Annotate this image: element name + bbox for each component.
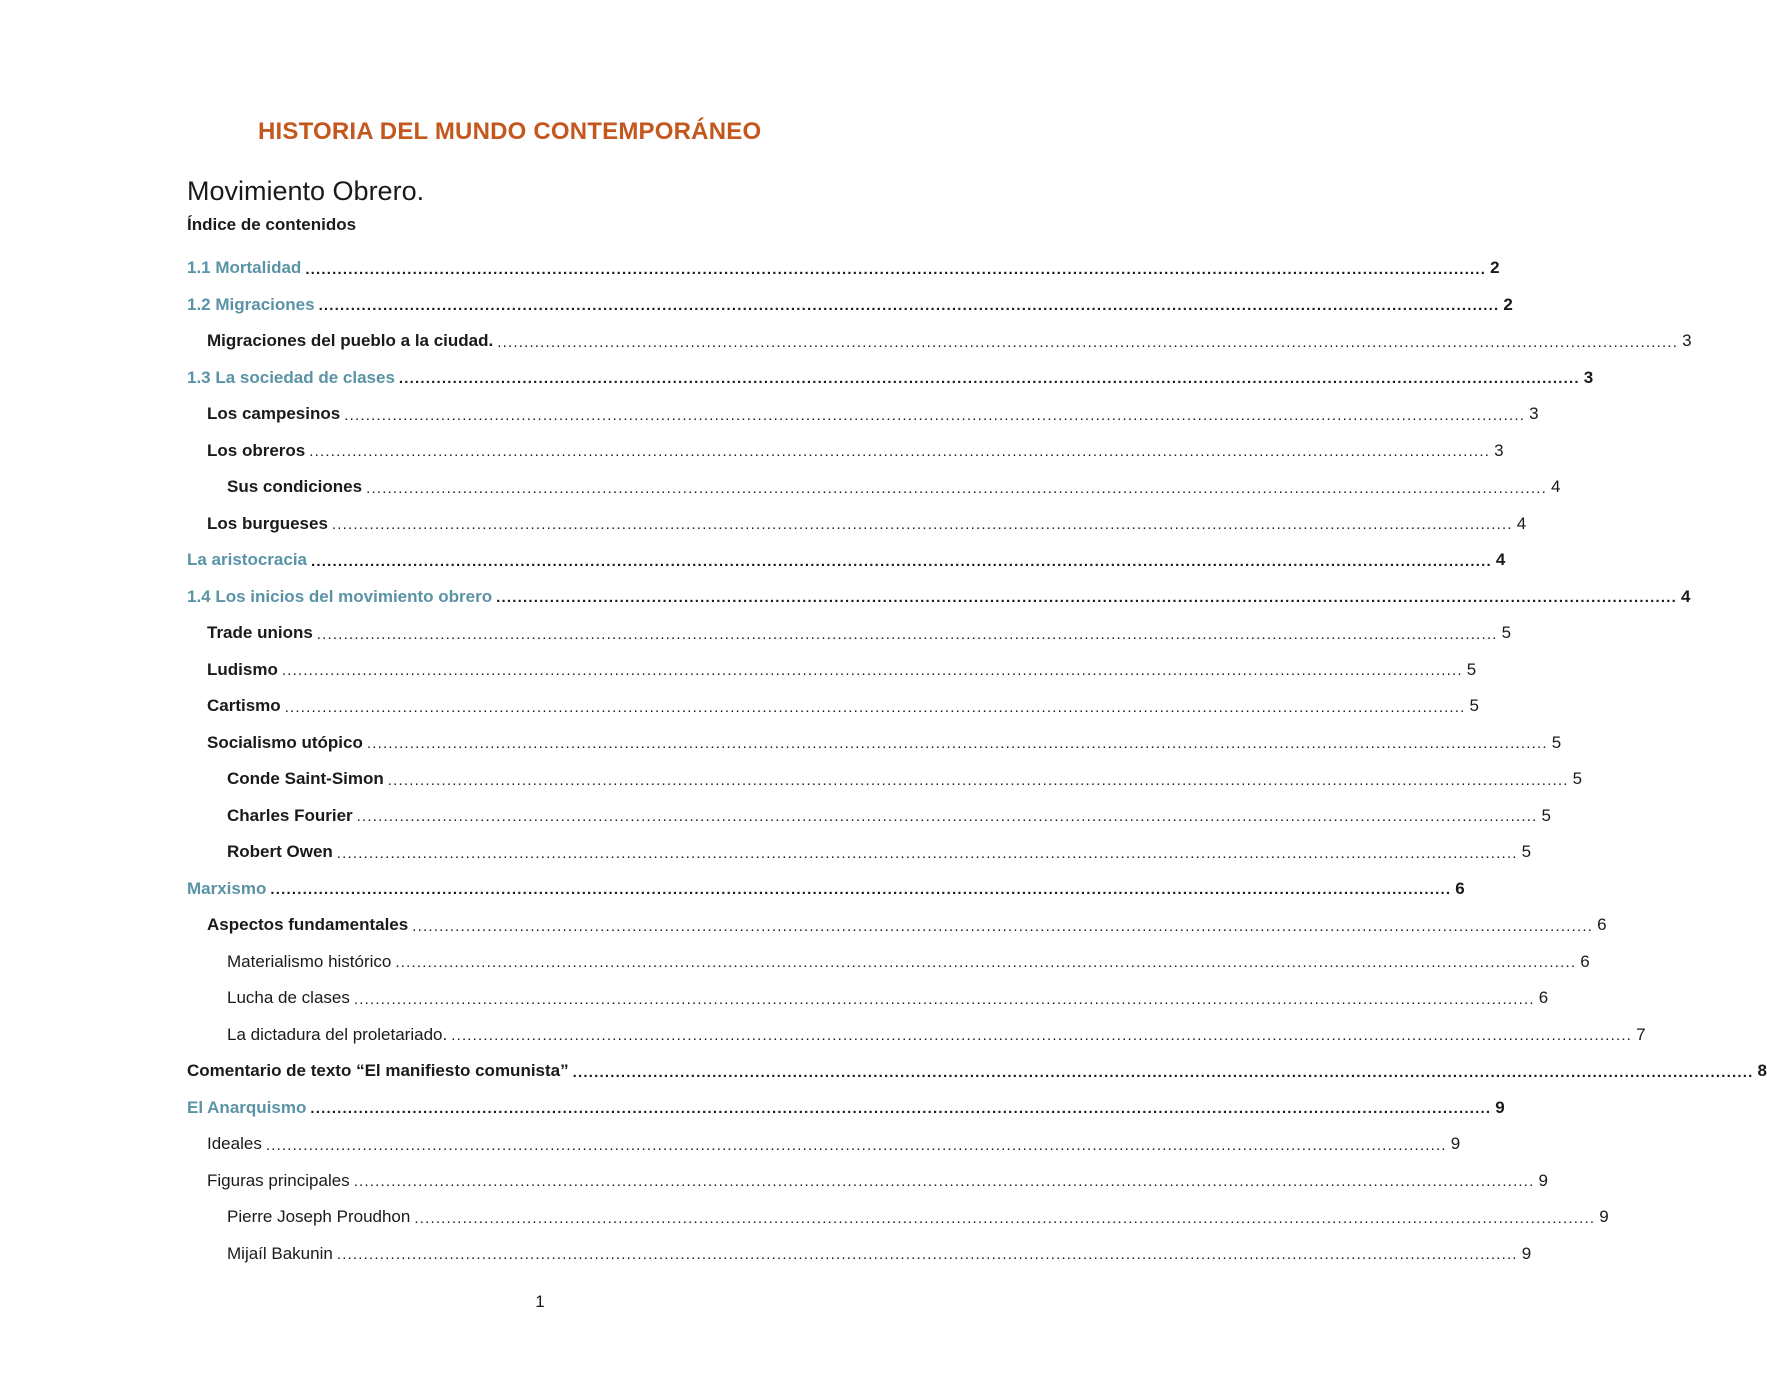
toc-dot-leader: ............................................................................................................................................................................................................................ xyxy=(336,844,1518,862)
toc-entry[interactable] xyxy=(187,688,1480,725)
toc-entry-page[interactable]: 6 xyxy=(1597,915,1607,935)
toc-entry-page[interactable]: 3 xyxy=(1583,367,1594,387)
toc-entry-label[interactable]: Lucha de clases xyxy=(227,988,350,1008)
toc-entry-page[interactable]: 5 xyxy=(1501,623,1512,643)
toc-entry[interactable] xyxy=(187,834,1532,871)
toc-entry[interactable] xyxy=(187,798,1551,835)
toc-dot-leader: ............................................................................................................................................................................................................................ xyxy=(281,662,1463,680)
toc-dot-leader: ............................................................................................................................................................................................................................ xyxy=(395,954,1577,972)
toc-dot-leader: ............................................................................................................................................................................................................................ xyxy=(336,1246,1518,1264)
toc-entry-label[interactable]: Ideales xyxy=(207,1134,262,1154)
toc-entry[interactable] xyxy=(187,396,1539,433)
toc-entry-page[interactable]: 4 xyxy=(1495,550,1506,570)
toc-entry-page[interactable]: 4 xyxy=(1516,513,1527,533)
toc-heading: Índice de contenidos xyxy=(187,215,357,234)
toc-entry-label[interactable]: 1.2 Migraciones xyxy=(187,294,315,314)
toc-dot-leader: ............................................................................................................................................................................................................................ xyxy=(353,990,1535,1008)
toc-entry-page[interactable]: 8 xyxy=(1757,1061,1767,1081)
toc-entry[interactable] xyxy=(187,1017,1646,1054)
toc-entry-page[interactable]: 2 xyxy=(1490,258,1500,278)
document-title: HISTORIA DEL MUNDO CONTEMPORÁNEO xyxy=(258,118,762,145)
toc-entry[interactable] xyxy=(187,579,1691,616)
document-subtitle: Movimiento Obrero. xyxy=(187,176,425,206)
toc-entry[interactable] xyxy=(187,469,1561,506)
toc-entry-label[interactable]: 1.4 Los inicios del movimiento obrero xyxy=(187,586,493,606)
toc-entry[interactable] xyxy=(187,250,1500,287)
toc-entry-page[interactable]: 3 xyxy=(1682,331,1692,351)
toc-entry[interactable] xyxy=(187,360,1594,397)
toc-entry[interactable] xyxy=(187,1236,1532,1273)
toc-entry-page[interactable]: 5 xyxy=(1469,696,1480,716)
toc-entry-label[interactable]: Conde Saint-Simon xyxy=(227,769,384,789)
page-number: 1 xyxy=(535,1292,545,1311)
toc-dot-leader: ............................................................................................................................................................................................................................ xyxy=(497,333,1679,351)
toc-entry[interactable] xyxy=(187,615,1512,652)
toc-entry-label[interactable]: Comentario de texto “El manifiesto comunista” xyxy=(187,1061,569,1081)
toc-entry-label[interactable]: Figuras principales xyxy=(207,1170,350,1190)
toc-entry-label[interactable]: Migraciones del pueblo a la ciudad. xyxy=(207,331,494,351)
toc-entry[interactable] xyxy=(187,907,1607,944)
toc-dot-leader: ............................................................................................................................................................................................................................ xyxy=(310,1100,1492,1118)
toc-entry-page[interactable]: 6 xyxy=(1580,951,1590,971)
toc-dot-leader: ............................................................................................................................................................................................................................ xyxy=(305,260,1487,278)
toc-entry-page[interactable]: 5 xyxy=(1572,769,1583,789)
toc-dot-leader: ............................................................................................................................................................................................................................ xyxy=(451,1027,1633,1045)
table-of-contents xyxy=(187,250,1767,1272)
toc-entry-page[interactable]: 6 xyxy=(1538,988,1549,1008)
toc-entry-label[interactable]: Marxismo xyxy=(187,878,267,898)
toc-dot-leader: ............................................................................................................................................................................................................................ xyxy=(284,698,1466,716)
toc-entry-label[interactable]: La dictadura del proletariado. xyxy=(227,1024,448,1044)
toc-entry-label[interactable]: 1.1 Mortalidad xyxy=(187,258,302,278)
toc-entry[interactable] xyxy=(187,761,1583,798)
toc-entry-page[interactable]: 9 xyxy=(1538,1170,1549,1190)
toc-entry-label[interactable]: Aspectos fundamentales xyxy=(207,915,409,935)
toc-entry-label[interactable]: Los campesinos xyxy=(207,404,341,424)
toc-entry-label[interactable]: Ludismo xyxy=(207,659,278,679)
toc-dot-leader: ............................................................................................................................................................................................................................ xyxy=(309,443,1491,461)
toc-dot-leader: ............................................................................................................................................................................................................................ xyxy=(265,1136,1447,1154)
toc-entry[interactable] xyxy=(187,944,1590,981)
toc-entry-page[interactable]: 3 xyxy=(1529,404,1539,424)
toc-entry[interactable] xyxy=(187,433,1504,470)
toc-dot-leader: ............................................................................................................................................................................................................................ xyxy=(311,552,1492,570)
toc-entry-label[interactable]: Charles Fourier xyxy=(227,805,353,825)
toc-entry-page[interactable]: 3 xyxy=(1494,440,1504,460)
toc-entry-label[interactable]: Mijaíl Bakunin xyxy=(227,1243,333,1263)
toc-dot-leader: ............................................................................................................................................................................................................................ xyxy=(366,479,1547,497)
toc-entry-label[interactable]: Robert Owen xyxy=(227,842,333,862)
toc-dot-leader: ............................................................................................................................................................................................................................ xyxy=(366,735,1548,753)
toc-dot-leader: ............................................................................................................................................................................................................................ xyxy=(316,625,1498,643)
toc-entry-page[interactable]: 5 xyxy=(1466,659,1477,679)
toc-entry-page[interactable]: 6 xyxy=(1455,878,1465,898)
toc-entry-label[interactable]: Pierre Joseph Proudhon xyxy=(227,1207,411,1227)
toc-entry[interactable] xyxy=(187,1090,1505,1127)
toc-entry[interactable] xyxy=(187,1163,1549,1200)
toc-entry-page[interactable]: 9 xyxy=(1599,1207,1609,1227)
toc-dot-leader: ............................................................................................................................................................................................................................ xyxy=(353,1173,1535,1191)
toc-dot-leader: ............................................................................................................................................................................................................................ xyxy=(496,589,1677,607)
toc-entry[interactable] xyxy=(187,542,1506,579)
toc-entry-page[interactable]: 5 xyxy=(1541,805,1551,825)
toc-dot-leader: ............................................................................................................................................................................................................................ xyxy=(331,516,1513,534)
toc-entry-label[interactable]: Socialismo utópico xyxy=(207,732,363,752)
toc-entry-label[interactable]: Materialismo histórico xyxy=(227,951,392,971)
toc-entry-page[interactable]: 5 xyxy=(1521,842,1532,862)
toc-entry[interactable] xyxy=(187,652,1477,689)
toc-dot-leader: ............................................................................................................................................................................................................................ xyxy=(414,1209,1596,1227)
toc-dot-leader: ............................................................................................................................................................................................................................ xyxy=(344,406,1526,424)
toc-entry-label[interactable]: La aristocracia xyxy=(187,550,308,570)
toc-dot-leader: ............................................................................................................................................................................................................................ xyxy=(356,808,1538,826)
toc-entry[interactable] xyxy=(187,980,1549,1017)
toc-entry-page[interactable]: 9 xyxy=(1521,1243,1532,1263)
toc-dot-leader: ............................................................................................................................................................................................................................ xyxy=(398,370,1580,388)
toc-entry-page[interactable]: 7 xyxy=(1636,1024,1646,1044)
toc-entry-label[interactable]: Los burgueses xyxy=(207,513,328,533)
toc-dot-leader: ............................................................................................................................................................................................................................ xyxy=(270,881,1452,899)
toc-entry-page[interactable]: 2 xyxy=(1503,294,1513,314)
toc-entry-label[interactable]: Cartismo xyxy=(207,696,281,716)
toc-entry[interactable] xyxy=(187,871,1465,908)
toc-entry-page[interactable]: 9 xyxy=(1495,1097,1505,1117)
toc-entry[interactable] xyxy=(187,287,1513,324)
toc-dot-leader: ............................................................................................................................................................................................................................ xyxy=(572,1063,1754,1081)
toc-entry-page[interactable]: 4 xyxy=(1680,586,1691,606)
toc-entry-label[interactable]: Los obreros xyxy=(207,440,306,460)
toc-entry[interactable] xyxy=(187,1126,1461,1163)
toc-entry-label[interactable]: 1.3 La sociedad de clases xyxy=(187,367,395,387)
toc-dot-leader: ............................................................................................................................................................................................................................ xyxy=(387,771,1569,789)
toc-dot-leader: ............................................................................................................................................................................................................................ xyxy=(412,917,1594,935)
toc-entry[interactable] xyxy=(187,323,1692,360)
toc-entry-page[interactable]: 9 xyxy=(1450,1134,1461,1154)
toc-dot-leader: ............................................................................................................................................................................................................................ xyxy=(318,297,1500,315)
toc-entry[interactable] xyxy=(187,1199,1609,1236)
toc-entry[interactable] xyxy=(187,725,1562,762)
toc-entry-page[interactable]: 4 xyxy=(1550,477,1561,497)
toc-entry-label[interactable]: Trade unions xyxy=(207,623,313,643)
toc-entry[interactable] xyxy=(187,506,1527,543)
toc-entry[interactable] xyxy=(187,1053,1767,1090)
toc-entry-label[interactable]: El Anarquismo xyxy=(187,1097,307,1117)
toc-entry-label[interactable]: Sus condiciones xyxy=(227,477,363,497)
toc-entry-page[interactable]: 5 xyxy=(1551,732,1562,752)
